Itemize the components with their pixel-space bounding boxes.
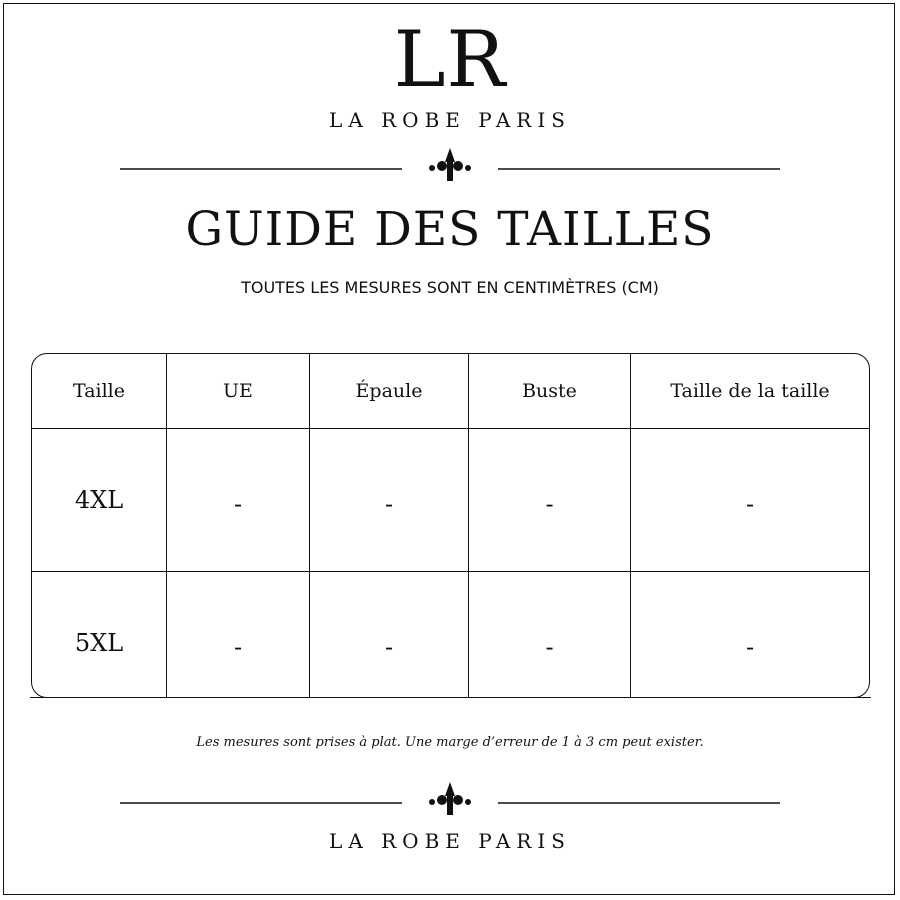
- eu-cell: -: [167, 429, 310, 572]
- column-header-eu: UE: [167, 354, 310, 429]
- shoulder-cell: -: [310, 572, 469, 699]
- column-header-waist: Taille de la taille: [631, 354, 870, 429]
- monogram-logo: LR: [393, 15, 507, 105]
- table-underline: [30, 697, 871, 698]
- table-row: [32, 572, 869, 699]
- bust-cell: -: [469, 572, 631, 699]
- page-title: GUIDE DES TAILLES: [185, 202, 715, 257]
- size-cell: 4XL: [32, 429, 167, 572]
- table-header-row: [32, 354, 869, 429]
- shoulder-cell: -: [310, 429, 469, 572]
- brand-name-bottom: LA ROBE PARIS: [329, 829, 571, 853]
- ornamental-divider-top: [120, 148, 780, 188]
- column-header-size: Taille: [32, 354, 167, 429]
- measurement-note: Les mesures sont prises à plat. Une marge d’erreur de 1 à 3 cm peut exister.: [196, 735, 704, 750]
- waist-cell: -: [631, 572, 870, 699]
- brand-name-top: LA ROBE PARIS: [329, 108, 571, 132]
- fleur-de-lis-icon: [429, 148, 471, 181]
- column-header-bust: Buste: [469, 354, 631, 429]
- bust-cell: -: [469, 429, 631, 572]
- waist-cell: -: [631, 429, 870, 572]
- table-row: [32, 429, 869, 572]
- column-header-shoulder: Épaule: [310, 354, 469, 429]
- ornamental-divider-bottom: [120, 782, 780, 822]
- eu-cell: -: [167, 572, 310, 699]
- page-subtitle: TOUTES LES MESURES SONT EN CENTIMÈTRES (CM): [241, 278, 659, 297]
- fleur-de-lis-icon: [429, 782, 471, 815]
- size-cell: 5XL: [32, 572, 167, 699]
- size-table: [31, 353, 870, 698]
